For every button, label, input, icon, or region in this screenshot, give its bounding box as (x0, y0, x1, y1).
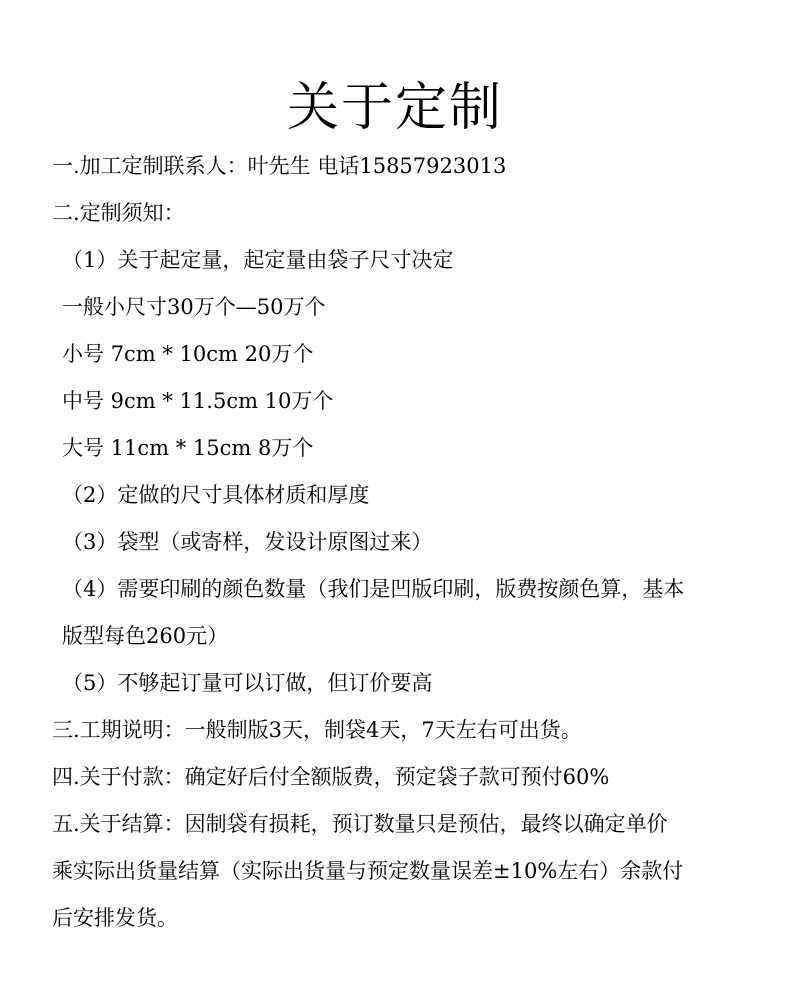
note-item-4-continued: 版型每色260元） (62, 624, 229, 648)
size-general-line: 一般小尺寸30万个—50万个 (62, 295, 326, 319)
size-medium-line: 中号 9cm * 11.5cm 10万个 (62, 389, 334, 413)
section-settlement-continued: 乘实际出货量结算（实际出货量与预定数量误差±10%左右）余款付 (52, 859, 684, 883)
note-item-1: （1）关于起定量，起定量由袋子尺寸决定 (62, 248, 454, 272)
note-item-3: （3）袋型（或寄样，发设计原图过来） (62, 530, 433, 554)
section-lead-time: 三.工期说明：一般制版3天，制袋4天，7天左右可出货。 (52, 718, 582, 742)
note-item-2: （2）定做的尺寸具体材质和厚度 (62, 483, 370, 507)
note-item-4: （4）需要印刷的颜色数量（我们是凹版印刷，版费按颜色算，基本 (62, 577, 685, 601)
size-large-line: 大号 11cm * 15cm 8万个 (62, 436, 314, 460)
section-settlement: 五.关于结算：因制袋有损耗，预订数量只是预估，最终以确定单价 (52, 812, 668, 836)
contact-line: 一.加工定制联系人：叶先生 电话15857923013 (52, 154, 507, 178)
size-small-line: 小号 7cm * 10cm 20万个 (62, 342, 314, 366)
section-payment: 四.关于付款：确定好后付全额版费，预定袋子款可预付60% (52, 765, 610, 789)
page-title: 关于定制 (286, 77, 503, 138)
document-body (52, 143, 752, 942)
section-heading-notes: 二.定制须知： (52, 201, 185, 225)
note-item-5: （5）不够起订量可以订做，但订价要高 (62, 671, 433, 695)
section-settlement-end: 后安排发货。 (52, 906, 178, 930)
